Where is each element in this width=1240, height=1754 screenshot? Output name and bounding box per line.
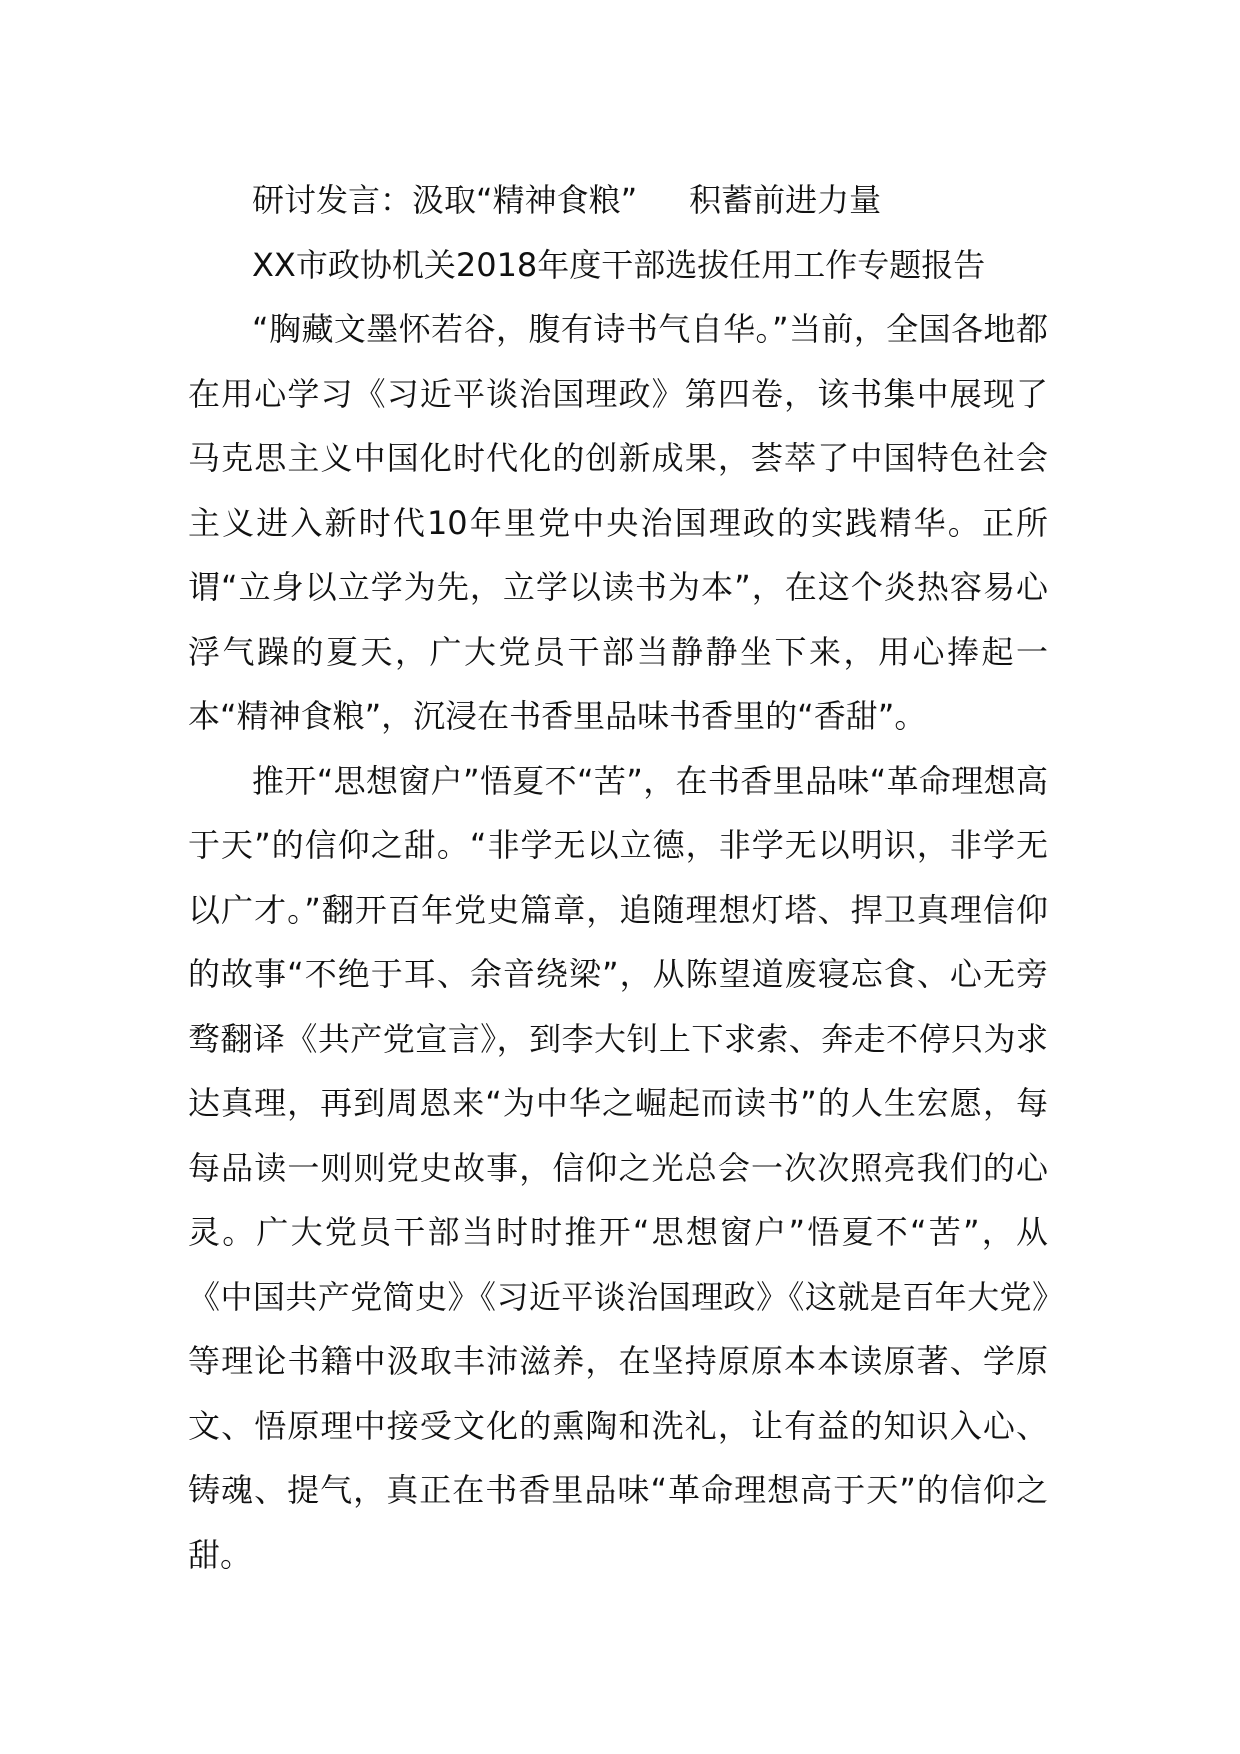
title-part-1: 研讨发言：汲取“精神食粮”: [252, 181, 638, 219]
document-title: [188, 168, 1048, 233]
document-subtitle: XX市政协机关2018年度干部选拔任用工作专题报告: [252, 245, 986, 284]
title-part-2: 积蓄前进力量: [689, 181, 882, 219]
body-paragraph: “胸藏文墨怀若谷，腹有诗书气自华。”当前，全国各地都在用心学习《习近平谈治国理政》第四卷，该书集中展现了马克思主义中国化时代化的创新成果，荟萃了中国特色社会主义进入新时代10年里党中央治国理政的实践精华。正所谓“立身以立学为先，立学以读书为本”，在这个炎热容易心浮气躁的夏天，广大党员干部当静静坐下来，用心捧起一本“精神食粮”，沉浸在书香里品味书香里的“香甜”。: [188, 310, 1048, 735]
body-paragraph: 推开“思想窗户”悟夏不“苦”，在书香里品味“革命理想高于天”的信仰之甜。“非学无以立德，非学无以明识，非学无以广才。”翻开百年党史篇章，追随理想灯塔、捍卫真理信仰的故事“不绝于耳、余音绕梁”，从陈望道废寝忘食、心无旁骛翻译《共产党宣言》，到李大钊上下求索、奔走不停只为求达真理，再到周恩来“为中华之崛起而读书”的人生宏愿，每每品读一则则党史故事，信仰之光总会一次次照亮我们的心灵。广大党员干部当时时推开“思想窗户”悟夏不“苦”，从《中国共产党简史》《习近平谈治国理政》《这就是百年大党》等理论书籍中汲取丰沛滋养，在坚持原原本本读原著、学原文、悟原理中接受文化的熏陶和洗礼，让有益的知识入心、铸魂、提气，真正在书香里品味“革命理想高于天”的信仰之甜。: [188, 761, 1048, 1574]
document-page: [188, 168, 1048, 1587]
